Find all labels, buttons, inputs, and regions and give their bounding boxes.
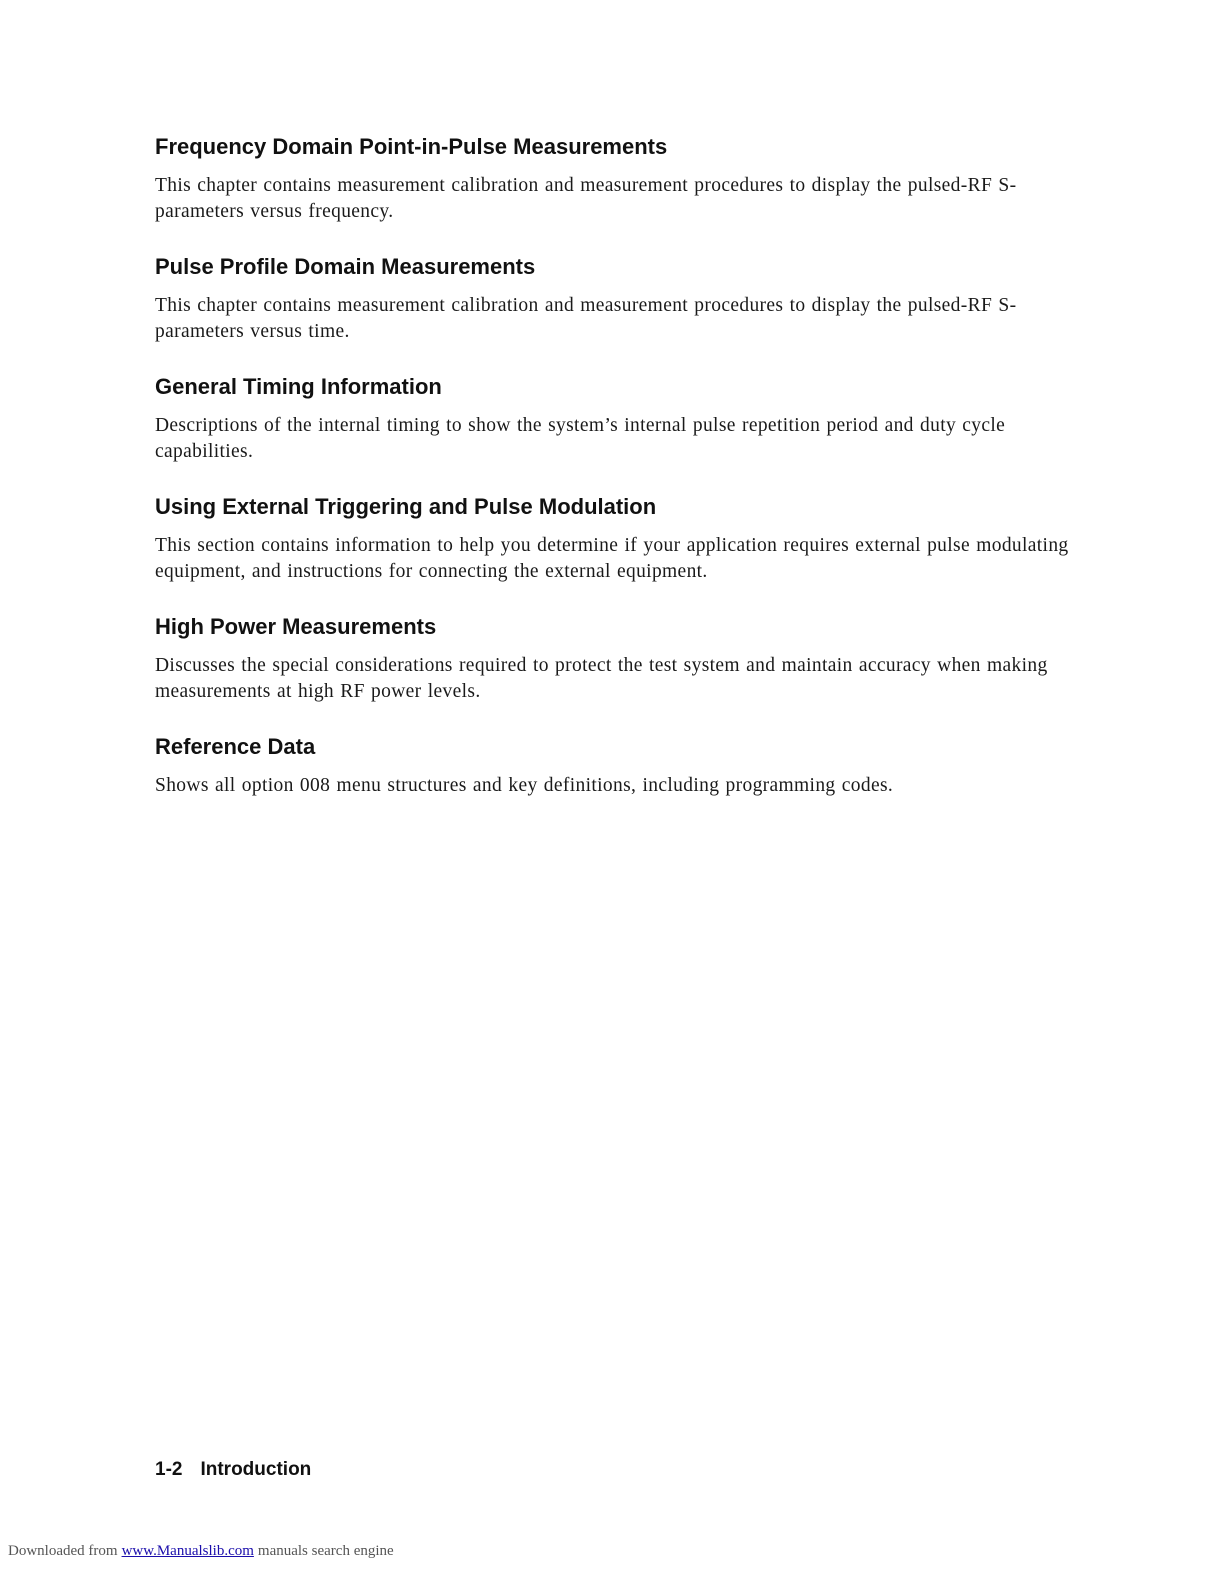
section-pulse-profile (155, 251, 1075, 345)
section-body: Descriptions of the internal timing to show the system’s internal pulse repetition period and duty cycle capabilities. (155, 415, 1006, 462)
section-external-triggering (155, 491, 1075, 585)
section-body: This section contains information to help you determine if your application requires external pulse modulating equipment, and instructions for connecting the external equipment. (155, 535, 1069, 582)
section-heading: General Timing Information (155, 374, 442, 399)
download-note-suffix: manuals search engine (257, 1543, 394, 1559)
section-reference-data (155, 731, 1075, 799)
section-heading: Pulse Profile Domain Measurements (155, 254, 536, 279)
section-general-timing (155, 371, 1075, 465)
section-heading: Frequency Domain Point-in-Pulse Measurements (155, 134, 668, 159)
section-heading: High Power Measurements (155, 614, 437, 639)
page-footer (155, 1457, 311, 1483)
page-number: 1-2 (155, 1459, 183, 1480)
document-content (155, 131, 1075, 825)
section-body: Discusses the special considerations required to protect the test system and maintain accuracy when making measurements at high RF power levels. (155, 655, 1048, 702)
section-heading: Reference Data (155, 734, 316, 759)
section-heading: Using External Triggering and Pulse Modulation (155, 494, 657, 519)
section-high-power (155, 611, 1075, 705)
section-frequency-domain (155, 131, 1075, 225)
section-body: Shows all option 008 menu structures and key definitions, including programming codes. (155, 775, 894, 796)
section-body: This chapter contains measurement calibration and measurement procedures to display the pulsed-RF S-parameters versus frequency. (155, 175, 1017, 222)
manualslib-link[interactable]: www.Manualslib.com (121, 1543, 254, 1559)
footer-section-name: Introduction (200, 1459, 312, 1480)
download-note (8, 1540, 394, 1562)
section-body: This chapter contains measurement calibration and measurement procedures to display the pulsed-RF S-parameters versus time. (155, 295, 1017, 342)
download-note-prefix: Downloaded from (8, 1543, 118, 1559)
